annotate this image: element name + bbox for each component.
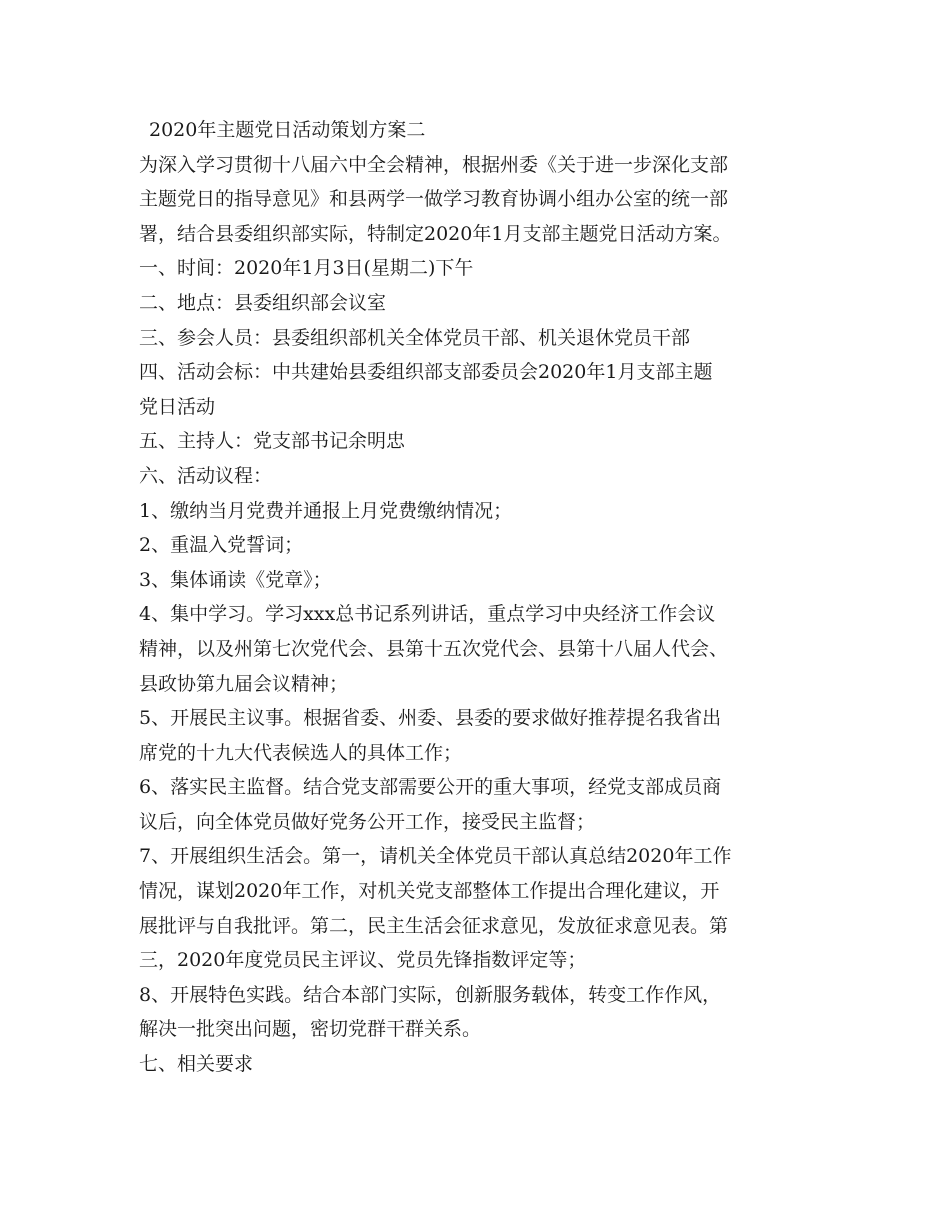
agenda-item: 5、开展民主议事。根据省委、州委、县委的要求做好推荐提名我省出 <box>139 707 722 730</box>
section-attendees: 三、参会人员：县委组织部机关全体党员干部、机关退休党员干部 <box>139 326 691 349</box>
section-agenda: 六、活动议程： <box>139 464 273 487</box>
agenda-item: 2、重温入党誓词； <box>139 534 304 557</box>
body-line: 三，2020年度党员民主评议、党员先锋指数评定等； <box>139 949 587 972</box>
body-line: 席党的十九大代表候选人的具体工作； <box>139 741 463 764</box>
body-line: 主题党日的指导意见》和县两学一做学习教育协调小组办公室的统一部 <box>139 188 729 211</box>
body-line: 议后，向全体党员做好党务公开工作，接受民主监督； <box>139 810 596 833</box>
agenda-item: 3、集体诵读《党章》； <box>139 568 332 591</box>
section-time: 一、时间：2020年1月3日(星期二)下午 <box>139 257 474 280</box>
document-title: 2020年主题党日活动策划方案二 <box>149 119 426 141</box>
body-line: 精神，以及州第七次党代会、县第十五次党代会、县第十八届人代会、 <box>139 637 729 660</box>
agenda-item: 8、开展特色实践。结合本部门实际，创新服务载体，转变工作作风， <box>139 983 722 1006</box>
agenda-item: 6、落实民主监督。结合党支部需要公开的重大事项，经党支部成员商 <box>139 776 722 799</box>
section-requirements: 七、相关要求 <box>139 1053 254 1076</box>
agenda-item: 4、集中学习。学习xxx总书记系列讲话，重点学习中央经济工作会议 <box>139 603 716 626</box>
section-location: 二、地点：县委组织部会议室 <box>139 291 387 314</box>
section-banner: 四、活动会标：中共建始县委组织部支部委员会2020年1月支部主题 <box>139 361 713 384</box>
body-line: 情况，谋划2020年工作，对机关党支部整体工作提出合理化建议，开 <box>139 880 720 903</box>
section-host: 五、主持人：党支部书记余明忠 <box>139 430 406 453</box>
body-line: 党日活动 <box>139 395 216 418</box>
agenda-item: 7、开展组织生活会。第一，请机关全体党员干部认真总结2020年工作 <box>139 845 732 868</box>
body-line: 署，结合县委组织部实际，特制定2020年1月支部主题党日活动方案。 <box>139 222 732 245</box>
agenda-item: 1、缴纳当月党费并通报上月党费缴纳情况； <box>139 499 513 522</box>
body-line: 为深入学习贯彻十八届六中全会精神，根据州委《关于进一步深化支部 <box>139 153 729 176</box>
body-line: 展批评与自我批评。第二，民主生活会征求意见，发放征求意见表。第 <box>139 914 729 937</box>
body-line: 解决一批突出问题，密切党群干群关系。 <box>139 1018 482 1041</box>
document-body <box>139 113 819 1082</box>
body-line: 县政协第九届会议精神； <box>139 672 349 695</box>
